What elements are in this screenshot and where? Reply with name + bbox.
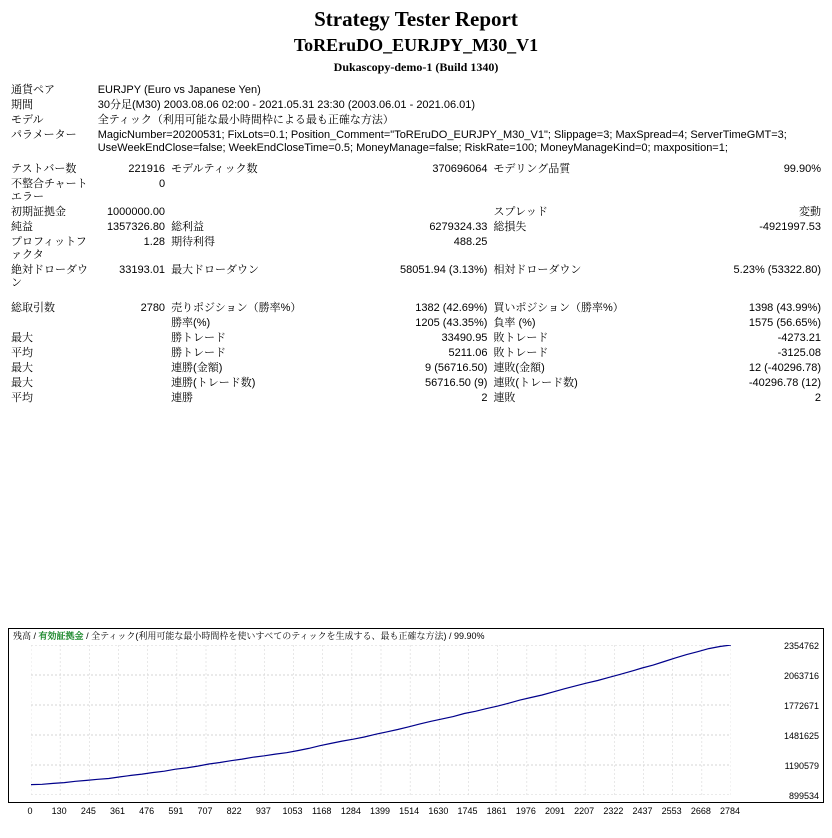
legend-quality: 99.90% — [454, 631, 485, 641]
trade-right-label: 買いポジション（勝率%） — [493, 302, 624, 314]
trade-mid-label: 連勝 — [171, 392, 194, 404]
table-row — [8, 235, 824, 263]
stat-value: 1.28 — [143, 236, 166, 248]
stat-mid-label: モデルティック数 — [171, 163, 258, 175]
legend-equity: 有効証拠金 — [38, 631, 84, 641]
page-title: Strategy Tester Report — [314, 7, 518, 31]
stat-mid2-value: 99.90% — [783, 163, 821, 175]
table-row — [8, 83, 824, 98]
stat-mid2-label: 総損失 — [493, 221, 527, 233]
table-row — [8, 346, 824, 361]
x-tick-label: 2784 — [719, 806, 741, 816]
x-tick-label: 591 — [168, 806, 184, 816]
stat-label: 不整合チャートエラー — [11, 178, 88, 203]
trade-right-label: 敗トレード — [493, 347, 549, 359]
trade-right-value: -40296.78 (12) — [748, 377, 821, 389]
report-stats-table — [8, 162, 824, 291]
x-tick-label: 1514 — [399, 806, 420, 816]
x-tick-label: 1399 — [369, 806, 391, 816]
x-tick-label: 1976 — [515, 806, 536, 816]
stat-mid-label: 最大ドローダウン — [171, 264, 260, 276]
stat-mid2-value: -4921997.53 — [759, 221, 821, 233]
trade-prefix: 平均 — [11, 347, 33, 359]
stat-value: 1357326.80 — [106, 221, 166, 233]
y-tick-label: 2354762 — [783, 641, 819, 651]
table-row — [8, 205, 824, 220]
trade-right-label: 連敗(金額) — [493, 362, 545, 374]
stat-mid-label: 期待利得 — [171, 236, 216, 248]
pair-value: EURJPY (Euro vs Japanese Yen) — [97, 84, 261, 96]
stat-mid2-label — [490, 177, 646, 205]
trade-mid-value: 5211.06 — [448, 347, 488, 359]
y-tick-label: 1481625 — [783, 731, 819, 741]
trade-right-value: 2 — [814, 392, 821, 404]
equity-chart — [8, 628, 824, 803]
trade-mid-label: 売りポジション（勝率%） — [171, 302, 302, 314]
stat-label: 絶対ドローダウン — [11, 264, 88, 289]
x-tick-label: 1861 — [486, 806, 507, 816]
stat-mid-value: 370696064 — [432, 163, 488, 175]
y-tick-label: 1772671 — [783, 701, 819, 711]
stat-mid-value — [324, 205, 491, 220]
report-header-table — [8, 83, 824, 156]
trade-right-value: 1398 (43.99%) — [748, 302, 821, 314]
x-tick-label: 361 — [109, 806, 126, 816]
x-tick-label: 1630 — [428, 806, 449, 816]
x-tick-label: 1053 — [282, 806, 303, 816]
total-trades-label: 総取引数 — [11, 302, 55, 314]
stat-mid-value — [324, 177, 491, 205]
stat-mid-label — [168, 205, 324, 220]
trade-right-label: 連敗 — [493, 392, 516, 404]
chart-y-axis — [735, 641, 821, 801]
table-row — [8, 128, 824, 156]
chart-x-axis — [0, 806, 832, 828]
stat-mid-value: 58051.94 (3.13%) — [399, 264, 488, 276]
trade-right-value: -4273.21 — [777, 332, 821, 344]
stat-mid2-label: スプレッド — [493, 206, 548, 218]
table-row — [8, 316, 824, 331]
table-row — [8, 177, 824, 205]
x-tick-label: 2091 — [544, 806, 566, 816]
x-tick-label: 707 — [197, 806, 213, 816]
stat-mid2-value: 5.23% (53322.80) — [733, 264, 821, 276]
params-value: MagicNumber=20200531; FixLots=0.1; Position_Comment="ToREruDO_EURJPY_M30_V1"; Slippage=3; MaxSpread=4; ServerTimeGMT=3; UseWeekEndClose=false; WeekEndCloseTime=0.5; MoneyManage=false; RiskRate=100; MoneyManageKind=0; maxposition=1; — [97, 129, 787, 154]
trade-right-value: 1575 (56.65%) — [748, 317, 821, 329]
stat-mid2-label: モデリング品質 — [493, 163, 571, 175]
trade-mid-value: 1382 (42.69%) — [415, 302, 488, 314]
stat-value: 0 — [158, 178, 166, 190]
x-tick-label: 2668 — [690, 806, 711, 816]
params-label: パラメーター — [11, 129, 77, 141]
trade-right-value: 12 (-40296.78) — [748, 362, 821, 374]
stat-mid2-value — [646, 235, 824, 263]
table-row — [8, 361, 824, 376]
x-tick-label: 2207 — [574, 806, 595, 816]
trade-prefix: 最大 — [11, 377, 33, 389]
model-label: モデル — [11, 114, 44, 126]
trade-mid-label: 連勝(金額) — [171, 362, 223, 374]
stat-mid-value: 488.25 — [453, 236, 488, 248]
chart-svg — [31, 645, 731, 795]
x-tick-label: 2322 — [603, 806, 624, 816]
stat-label: プロフィットファクタ — [11, 236, 87, 261]
period-value: 30分足(M30) 2003.08.06 02:00 - 2021.05.31 23:30 (2003.06.01 - 2021.06.01) — [97, 99, 476, 111]
x-tick-label: 1745 — [457, 806, 478, 816]
stat-mid2-value — [646, 177, 824, 205]
report-subtitle: ToREruDO_EURJPY_M30_V1 — [293, 35, 539, 55]
x-tick-label: 245 — [80, 806, 96, 816]
table-row — [8, 331, 824, 346]
table-row — [8, 162, 824, 177]
legend-balance: 残高 — [13, 631, 32, 641]
stat-label: テストバー数 — [11, 163, 77, 175]
stat-mid2-label — [490, 235, 646, 263]
trade-mid-label: 勝率(%) — [171, 317, 211, 329]
trade-mid-label: 勝トレード — [171, 332, 227, 344]
trade-mid-label: 勝トレード — [171, 347, 227, 359]
model-value: 全ティック（利用可能な最小時間枠による最も正確な方法） — [97, 114, 394, 126]
period-label: 期間 — [11, 99, 33, 111]
x-tick-label: 130 — [51, 806, 67, 816]
trade-mid-value: 1205 (43.35%) — [415, 317, 488, 329]
stat-value: 221916 — [128, 163, 166, 175]
stat-label: 純益 — [11, 221, 33, 233]
trade-mid-value: 9 (56716.50) — [425, 362, 488, 374]
trade-right-value: -3125.08 — [777, 347, 821, 359]
trade-mid-value: 56716.50 (9) — [425, 377, 488, 389]
y-tick-label: 1190579 — [784, 761, 819, 771]
chart-gridlines — [31, 645, 731, 795]
trade-mid-value: 2 — [481, 392, 488, 404]
trade-right-label: 連敗(トレード数) — [493, 377, 578, 389]
table-row — [8, 263, 824, 291]
table-row — [8, 220, 824, 235]
table-row — [8, 391, 824, 406]
report-titles — [0, 0, 832, 75]
report-trades-table — [8, 301, 824, 406]
trade-mid-label: 連勝(トレード数) — [171, 377, 256, 389]
stat-label: 初期証拠金 — [11, 206, 66, 218]
total-trades-value: 2780 — [140, 302, 166, 314]
x-tick-label: 2437 — [632, 806, 653, 816]
legend-model: 全ティック(利用可能な最小時間枠を使いすべてのティックを生成する、最も正確な方法) — [91, 631, 447, 641]
report-build: Dukascopy-demo-1 (Build 1340) — [333, 60, 499, 74]
chart-plot-area — [31, 645, 731, 795]
stat-mid-label — [168, 177, 324, 205]
trade-prefix: 最大 — [11, 362, 33, 374]
trade-prefix: 平均 — [11, 392, 33, 404]
x-tick-label: 1284 — [340, 806, 361, 816]
stat-mid-value: 6279324.33 — [429, 221, 488, 233]
x-tick-label: 0 — [27, 806, 33, 816]
trade-right-label: 負率 (%) — [493, 317, 536, 329]
table-row — [8, 376, 824, 391]
chart-legend: 残高 / 有効証拠金 / 全ティック(利用可能な最小時間枠を使いすべてのティックを生成する、最も正確な方法) / 99.90% — [13, 631, 485, 641]
y-tick-label: 899534 — [788, 791, 819, 801]
stat-mid2-value: 変動 — [799, 206, 821, 218]
x-tick-label: 937 — [255, 806, 271, 816]
pair-label: 通貨ペア — [11, 84, 55, 96]
stat-value: 33193.01 — [119, 264, 166, 276]
stat-mid2-label: 相対ドローダウン — [493, 264, 582, 276]
x-tick-label: 2553 — [661, 806, 682, 816]
stat-mid-label: 総利益 — [171, 221, 205, 233]
table-row — [8, 113, 824, 128]
trade-prefix — [8, 316, 95, 331]
trade-prefix: 最大 — [11, 332, 33, 344]
table-row — [8, 98, 824, 113]
y-tick-label: 2063716 — [783, 671, 819, 681]
stat-value: 1000000.00 — [106, 206, 166, 218]
x-tick-label: 822 — [226, 806, 242, 816]
x-tick-label: 476 — [139, 806, 155, 816]
x-tick-label: 1168 — [311, 806, 332, 816]
trade-mid-value: 33490.95 — [441, 332, 488, 344]
trade-right-label: 敗トレード — [493, 332, 549, 344]
trade-prefix-value — [95, 316, 168, 331]
table-row — [8, 301, 824, 316]
